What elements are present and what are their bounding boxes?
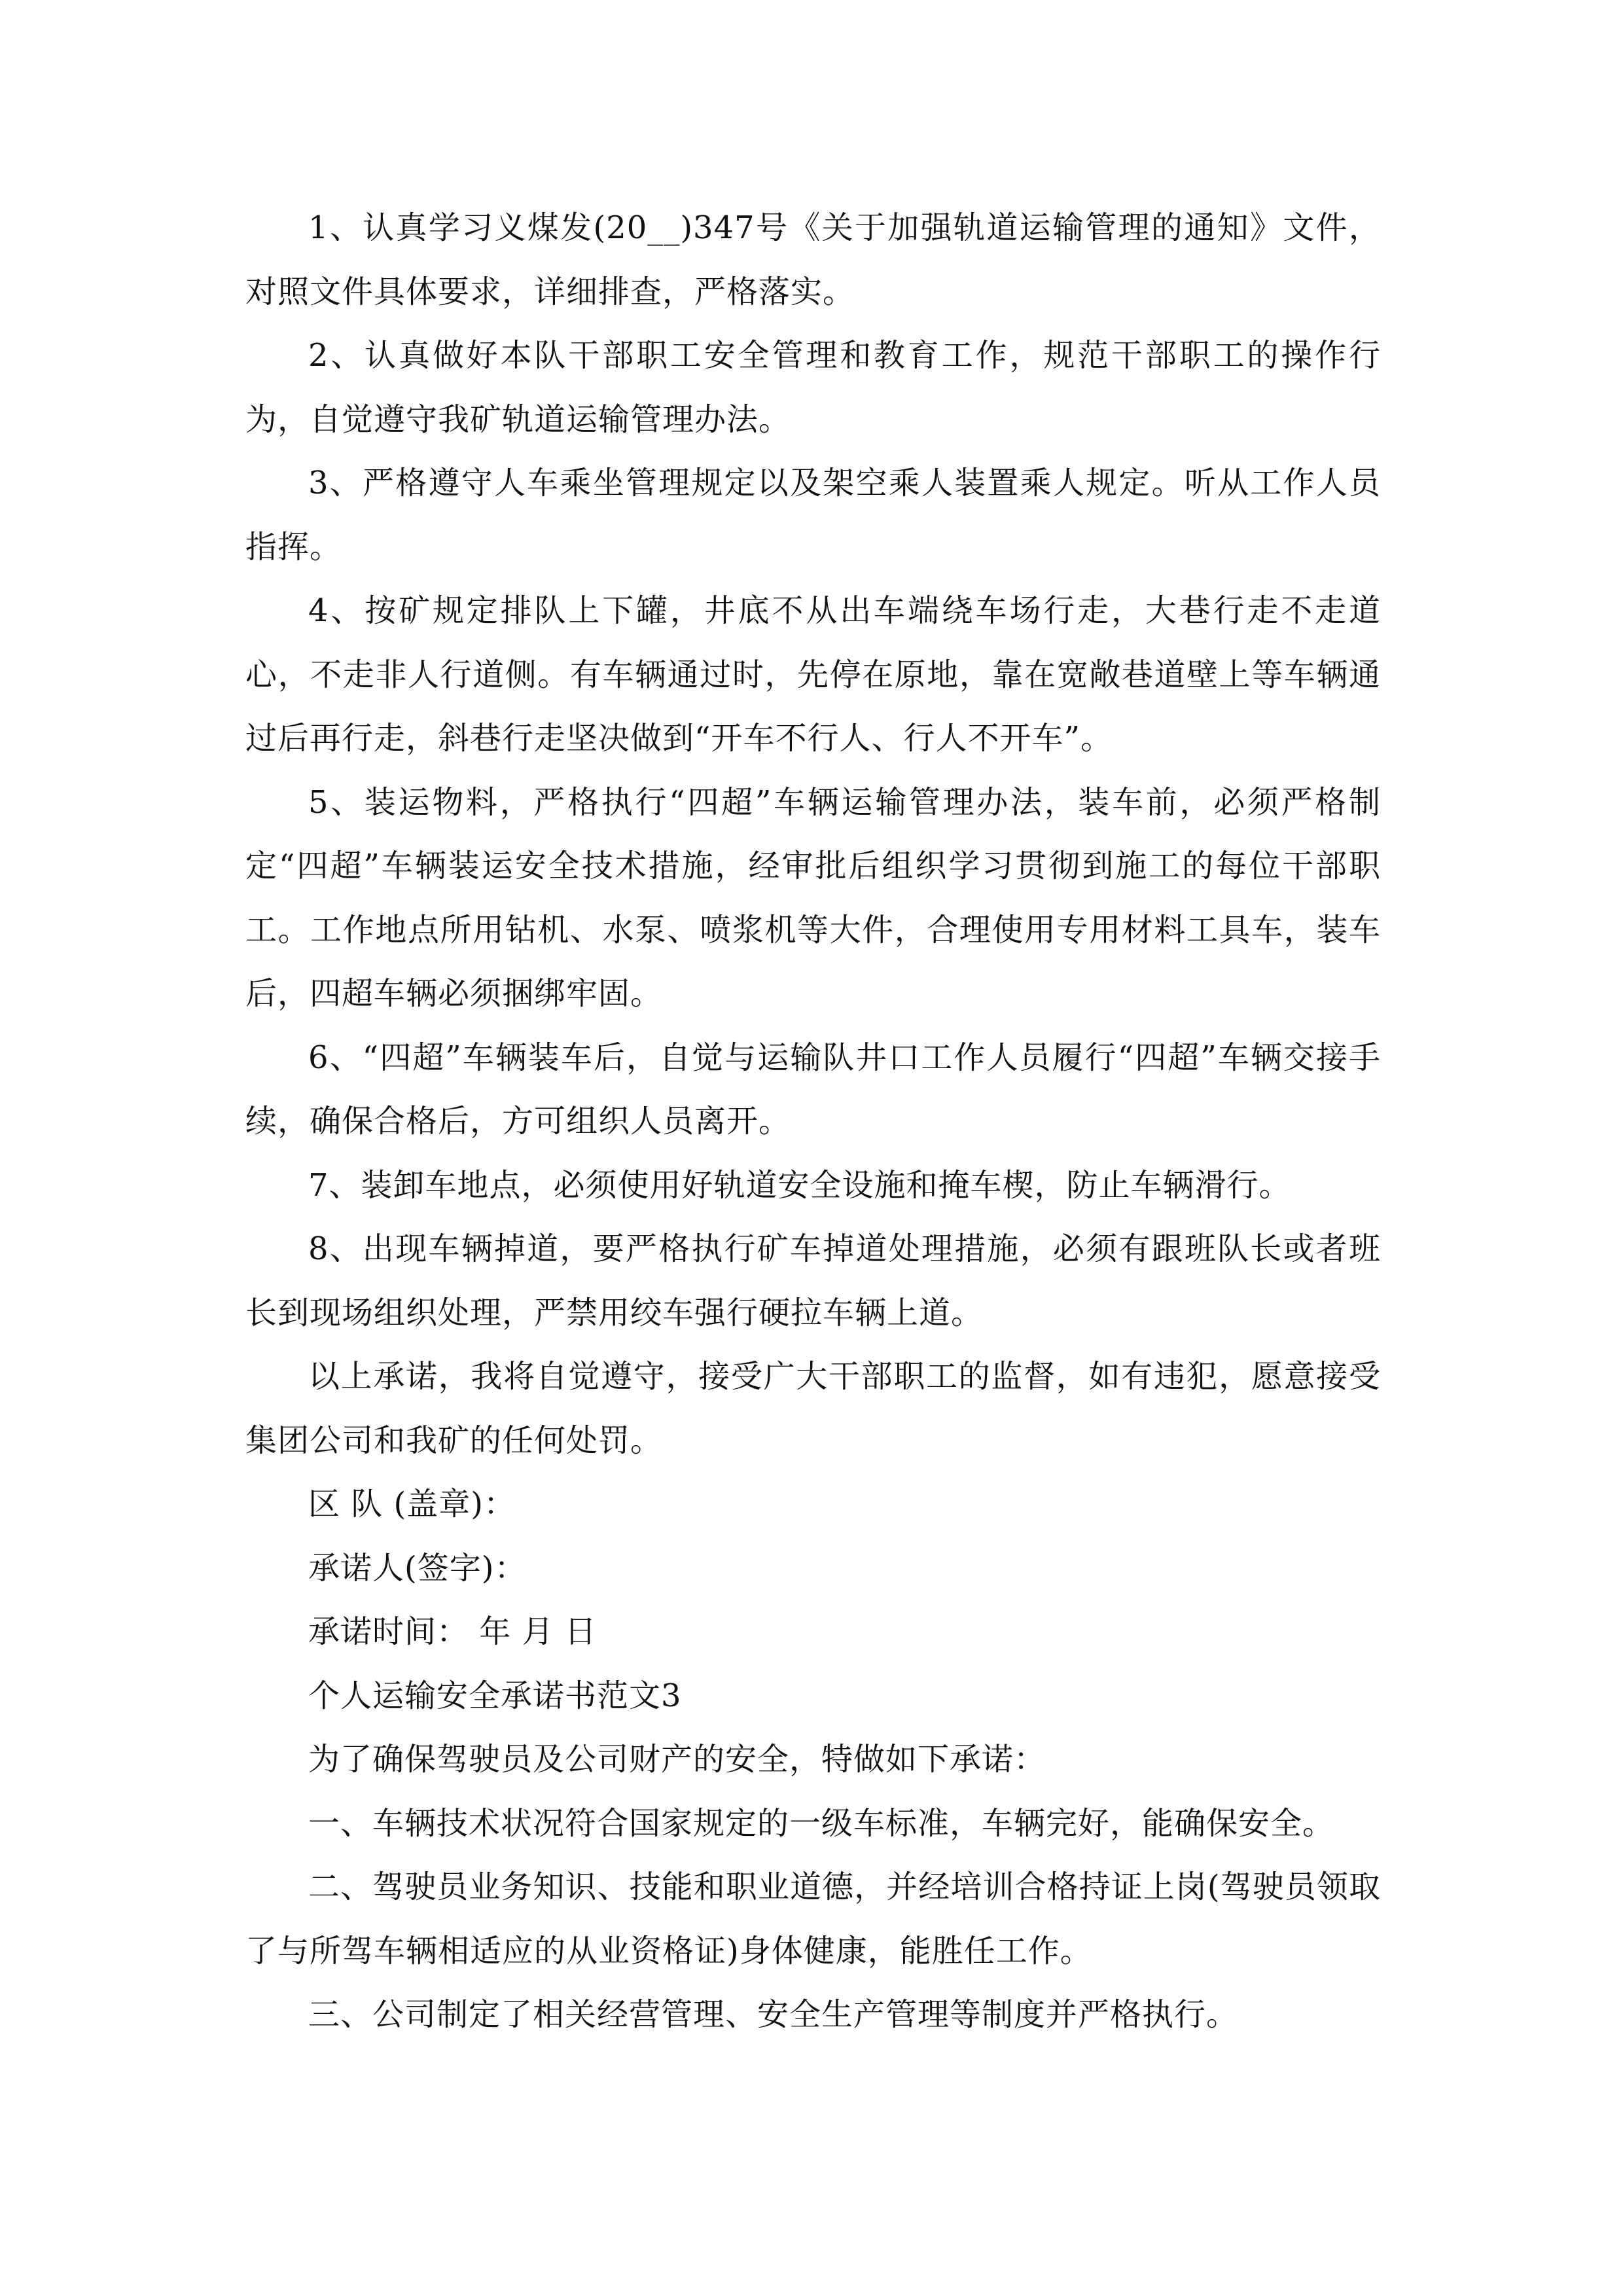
commitment-item-7: 7、装卸车地点，必须使用好轨道安全设施和掩车楔，防止车辆滑行。 bbox=[308, 1166, 1291, 1204]
date-line: 承诺时间： 年 月 日 bbox=[308, 1613, 597, 1650]
clause-2: 二、驾驶员业务知识、技能和职业道德，并经培训合格持证上岗(驾驶员领取了与所驾车辆相适应的从业资格证)身体健康，能胜任工作。 bbox=[245, 1869, 1381, 1969]
commitment-pledge: 以上承诺，我将自觉遵守，接受广大干部职工的监督，如有违犯，愿意接受集团公司和我矿的任何处罚。 bbox=[245, 1358, 1381, 1459]
commitment-item-1: 1、认真学习义煤发(20__)347号《关于加强轨道运输管理的通知》文件，对照文件具体要求，详细排查，严格落实。 bbox=[245, 209, 1381, 310]
intro-paragraph: 为了确保驾驶员及公司财产的安全，特做如下承诺： bbox=[308, 1741, 1046, 1778]
clause-1: 一、车辆技术状况符合国家规定的一级车标准，车辆完好，能确保安全。 bbox=[308, 1804, 1335, 1842]
commitment-item-2: 2、认真做好本队干部职工安全管理和教育工作，规范干部职工的操作行为，自觉遵守我矿轨道运输管理办法。 bbox=[245, 337, 1381, 438]
document-body bbox=[245, 196, 1381, 2047]
commitment-item-5: 5、装运物料，严格执行“四超”车辆运输管理办法，装车前，必须严格制定“四超”车辆装运安全技术措施，经审批后组织学习贯彻到施工的每位干部职工。工作地点所用钻机、水泵、喷浆机等大件，合理使用专用材料工具车，装车后，四超车辆必须捆绑牢固。 bbox=[245, 783, 1381, 1012]
commitment-item-3: 3、严格遵守人车乘坐管理规定以及架空乘人装置乘人规定。听从工作人员指挥。 bbox=[245, 465, 1381, 565]
signature-line: 承诺人(签字)： bbox=[308, 1549, 527, 1587]
clause-3: 三、公司制定了相关经营管理、安全生产管理等制度并严格执行。 bbox=[308, 1996, 1239, 2033]
commitment-item-8: 8、出现车辆掉道，要严格执行矿车掉道处理措施，必须有跟班队长或者班长到现场组织处理，严禁用绞车强行硬拉车辆上道。 bbox=[245, 1230, 1381, 1331]
section-title: 个人运输安全承诺书范文3 bbox=[308, 1677, 682, 1714]
commitment-item-6: 6、“四超”车辆装车后，自觉与运输队井口工作人员履行“四超”车辆交接手续，确保合格后，方可组织人员离开。 bbox=[245, 1039, 1381, 1139]
team-seal-line: 区 队 (盖章)： bbox=[308, 1486, 516, 1522]
commitment-item-4: 4、按矿规定排队上下罐，井底不从出车端绕车场行走，大巷行走不走道心，不走非人行道侧。有车辆通过时，先停在原地，靠在宽敞巷道壁上等车辆通过后再行走，斜巷行走坚决做到“开车不行人、行人不开车”。 bbox=[245, 592, 1381, 757]
